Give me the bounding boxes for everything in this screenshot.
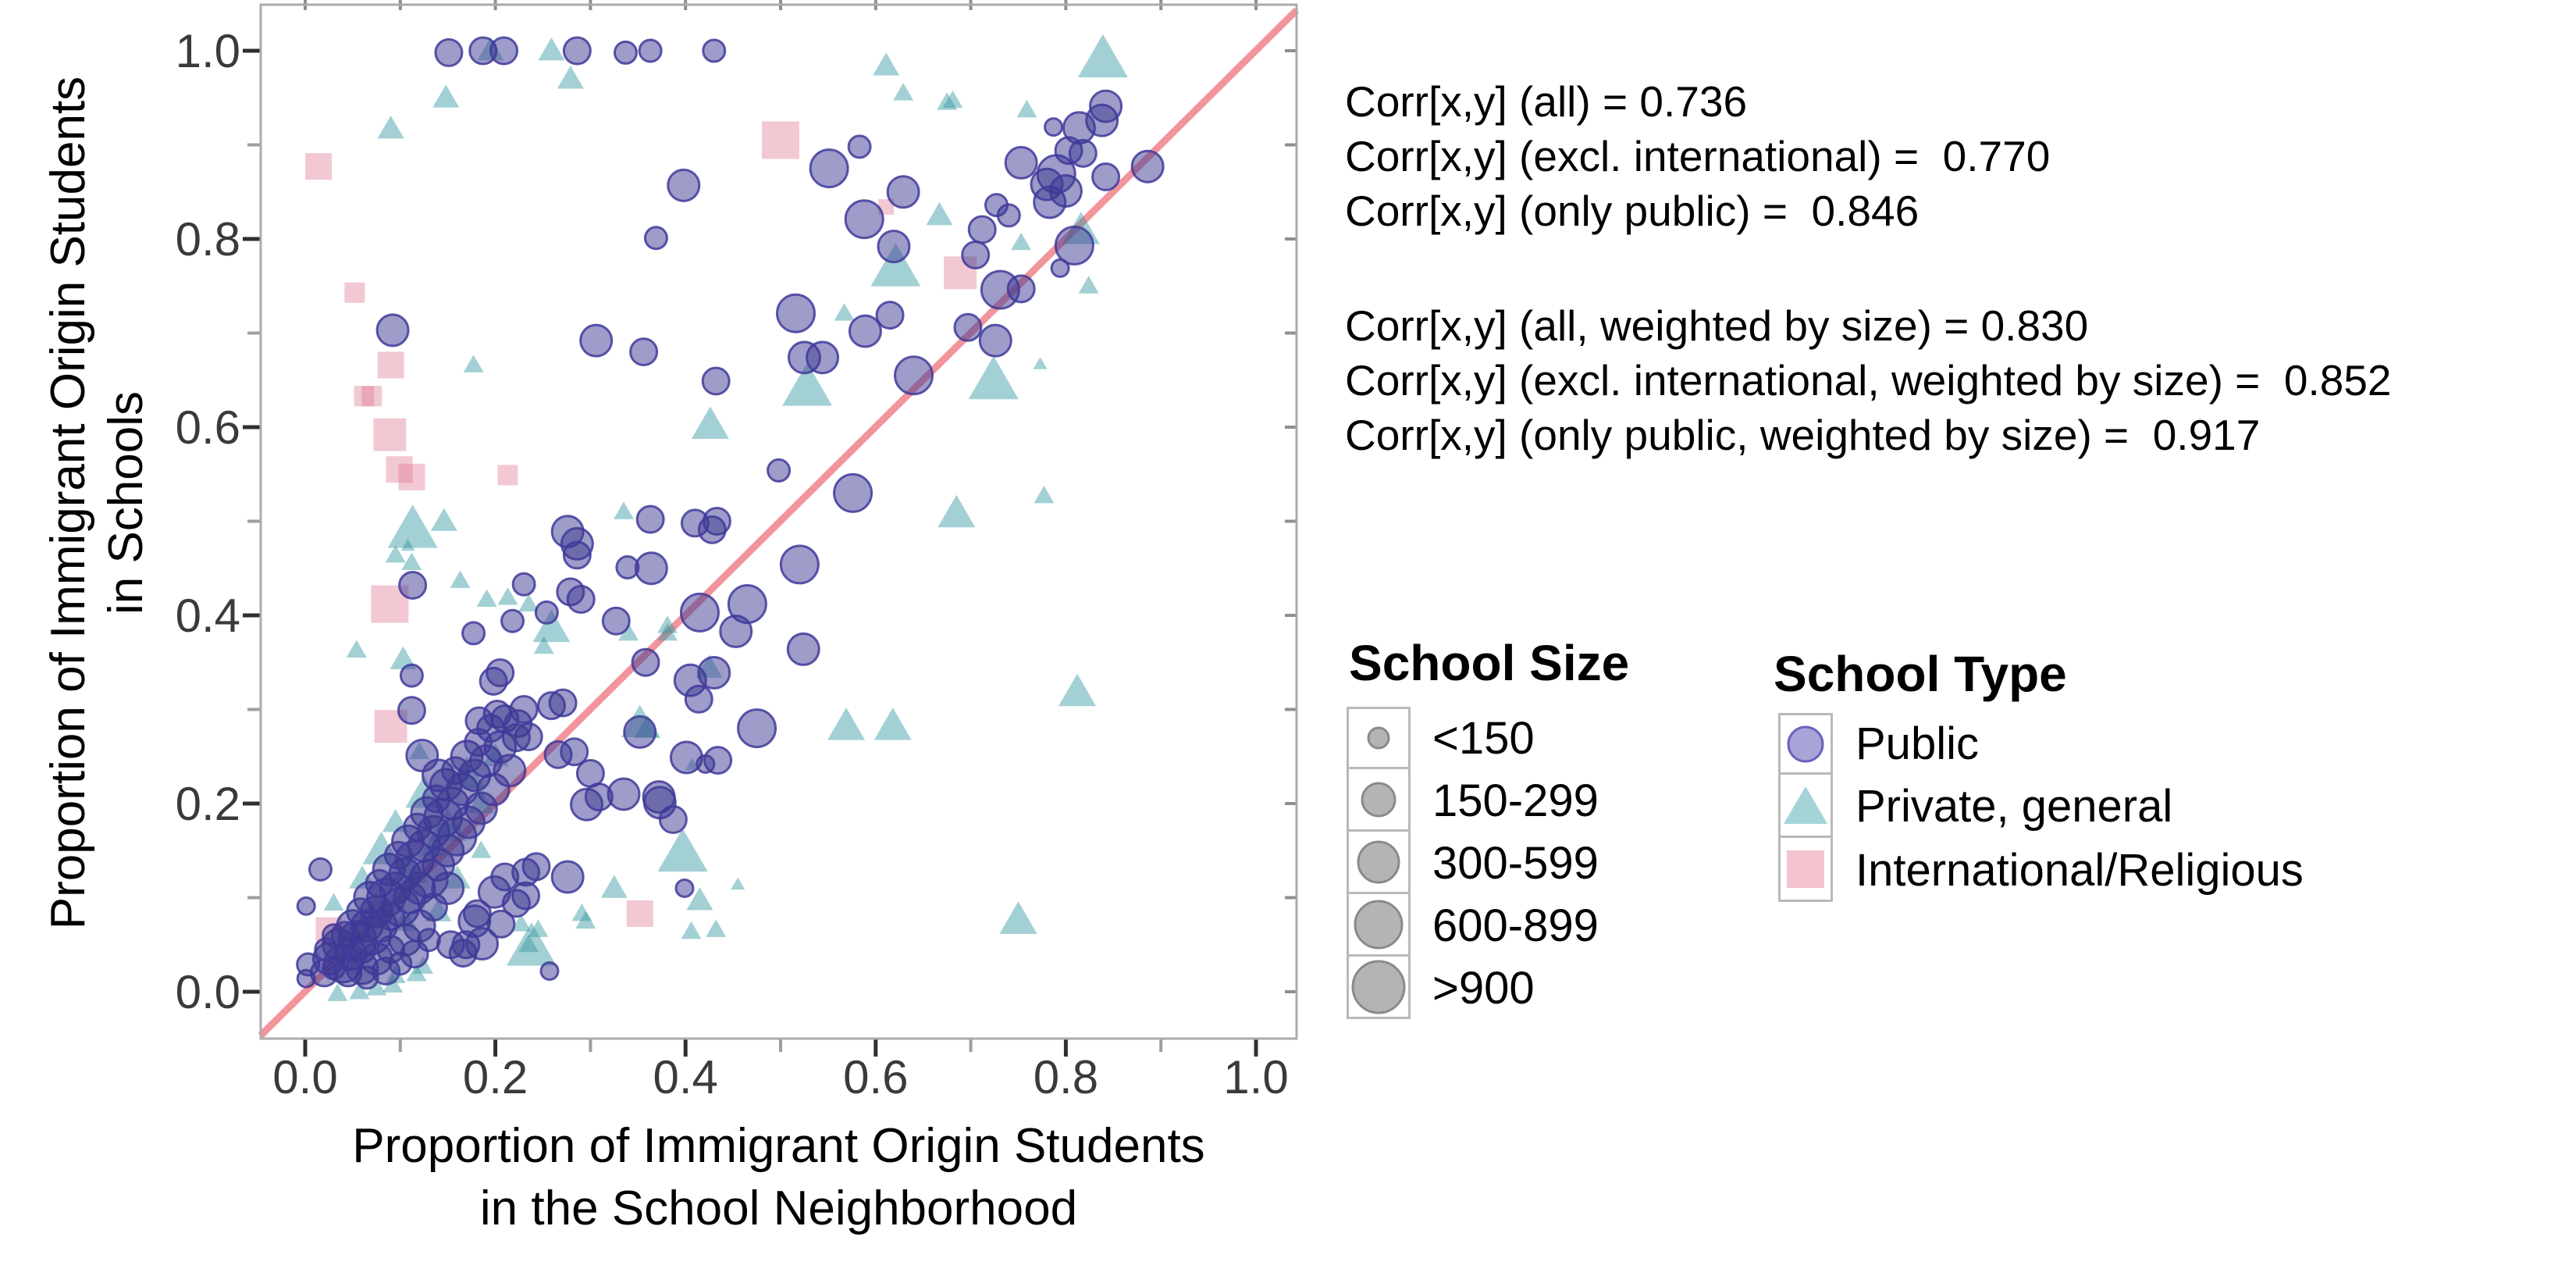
point-public [564,542,590,568]
size-legend-key [1347,894,1411,957]
y-tick-label: 0.0 [175,966,240,1018]
x-axis-title-line2: in the School Neighborhood [479,1182,1078,1235]
point-public [437,932,464,958]
y-axis-title-line2: in Schools [99,390,153,615]
point-public [888,176,919,208]
point-public [1045,119,1062,136]
point-public [877,302,903,329]
y-axis-title [40,0,155,1050]
point-public [432,872,464,904]
point-public [969,216,995,243]
point-public [568,586,594,613]
x-tick-label: 0.0 [272,1051,338,1103]
point-public [513,573,535,595]
private-key-glyph [1784,786,1827,824]
point-public [614,41,636,63]
x-tick-label: 0.4 [653,1051,718,1103]
point-public [676,879,693,896]
point-public [777,294,814,332]
point-international [497,465,518,485]
public-key-glyph [1788,727,1823,761]
point-public [550,690,576,716]
point-international [361,386,382,406]
x-tick-label: 0.8 [1033,1051,1099,1103]
correlation-stats-unweighted [1345,74,2050,238]
point-public [645,227,667,249]
point-public [315,939,337,961]
point-public [523,854,550,880]
corr-stat-line: Corr[x,y] (all, weighted by size) = 0.830 [1345,301,2089,350]
point-public [810,150,848,187]
point-public [463,622,485,644]
public-circle-icon [1782,721,1829,768]
y-tick-label: 1.0 [175,25,240,77]
size-legend-key [1347,832,1411,894]
size-legend-title: School Size [1349,635,1630,691]
private-triangle-icon [1781,782,1831,829]
point-public [503,725,529,751]
size-legend-labels [1432,707,1599,1019]
y-tick-label: 0.4 [175,590,240,642]
point-public [955,314,981,340]
point-public [639,40,661,62]
point-public [585,784,612,811]
point-international [305,153,332,180]
size-legend-label: >900 [1432,962,1535,1014]
point-public [878,231,909,262]
point-public [535,601,557,623]
point-international [762,121,799,159]
point-public [849,315,881,347]
corr-stat-line: Corr[x,y] (only public, weighted by size) = 0.917 [1345,411,2261,459]
point-public [1093,163,1119,190]
point-public [1008,276,1034,302]
point-public [436,39,462,66]
size-key-circle-icon [1349,896,1408,953]
size-legend-label: 150-299 [1432,775,1599,826]
point-public [632,649,659,675]
point-public [511,697,537,723]
point-international [398,464,425,490]
point-public [962,241,989,268]
size-legend-key [1347,707,1411,769]
size-key-glyph [1355,901,1402,948]
point-public [660,806,686,832]
y-axis-title-line1: Proportion of Immigrant Origin Students [41,76,95,930]
type-legend-label-international: International/Religious [1856,844,2304,896]
size-legend-label: <150 [1432,712,1535,764]
corr-stat-line: Corr[x,y] (excl. international, weighted by size) = 0.852 [1345,356,2392,405]
point-public [668,169,699,201]
x-tick-label: 0.6 [843,1051,909,1103]
size-key-glyph [1362,783,1395,816]
size-key-circle-icon [1349,833,1408,891]
point-public [491,37,518,64]
size-key-glyph [1353,961,1404,1013]
y-tick-label: 0.8 [175,213,240,266]
point-public [494,755,525,786]
point-public [635,553,667,584]
size-key-circle-icon [1349,958,1408,1016]
size-key-glyph [1358,842,1399,882]
point-public [699,658,730,689]
point-public [1069,140,1096,166]
size-legend-keys [1347,707,1411,1019]
point-international [344,283,365,303]
point-public [720,615,752,647]
corr-stat-line: Corr[x,y] (excl. international) = 0.770 [1345,132,2051,180]
type-legend-title: School Type [1774,646,2067,702]
point-public [637,506,664,533]
x-axis-title-line1: Proportion of Immigrant Origin Students [352,1119,1205,1173]
point-public [681,593,718,631]
x-tick-label: 0.2 [462,1051,528,1103]
point-public [297,897,315,914]
point-public [895,357,933,394]
point-public [834,474,872,511]
x-axis-title [261,1115,1297,1240]
point-public [581,325,612,356]
point-public [703,40,725,62]
point-public [418,929,439,951]
type-legend-key-public [1778,713,1833,775]
type-legend-key-international [1778,838,1833,902]
point-public [768,459,790,481]
correlation-stats-weighted [1345,298,2392,462]
point-international [627,900,653,927]
point-public [480,668,507,694]
international-key-glyph [1787,850,1824,888]
point-public [624,716,656,747]
point-public [603,608,629,634]
type-legend-label-private: Private, general [1856,781,2173,832]
point-public [400,572,426,598]
point-public [697,755,714,772]
point-public [849,136,870,158]
size-key-circle-icon [1349,771,1408,829]
point-public [781,546,818,583]
point-public [503,890,529,917]
point-public [703,368,729,394]
international-square-icon [1782,846,1829,893]
point-public [502,610,524,632]
point-public [631,339,657,365]
x-tick-label: 1.0 [1223,1051,1289,1103]
point-public [398,697,425,724]
type-legend-key-private [1778,775,1833,838]
point-public [541,962,558,979]
point-public [980,325,1011,356]
size-legend-key [1347,769,1411,832]
point-public [738,710,776,747]
point-public [845,201,883,238]
size-key-circle-icon [1349,709,1408,767]
point-public [699,516,725,543]
point-public [400,665,422,686]
point-international [378,351,404,378]
point-public [1034,187,1066,218]
corr-stat-line: Corr[x,y] (only public) = 0.846 [1345,187,1920,235]
point-public [685,686,712,712]
point-public [1132,151,1163,182]
y-tick-label: 0.2 [175,778,240,830]
size-legend-label: 600-899 [1432,900,1599,951]
size-legend-key [1347,957,1411,1019]
point-public [377,315,408,346]
point-public [1005,147,1037,178]
point-public [564,37,590,64]
point-public [998,205,1019,226]
type-legend-label-public: Public [1856,718,1979,769]
size-key-glyph [1368,728,1389,748]
point-public [1051,259,1069,276]
y-tick-label: 0.6 [175,401,240,454]
point-public [788,633,819,665]
type-legend-keys [1778,713,1833,902]
point-public [309,858,331,880]
corr-stat-line: Corr[x,y] (all) = 0.736 [1345,77,1748,126]
point-international [373,419,406,451]
point-public [552,861,583,893]
size-legend-label: 300-599 [1432,837,1599,889]
point-public [807,342,838,373]
